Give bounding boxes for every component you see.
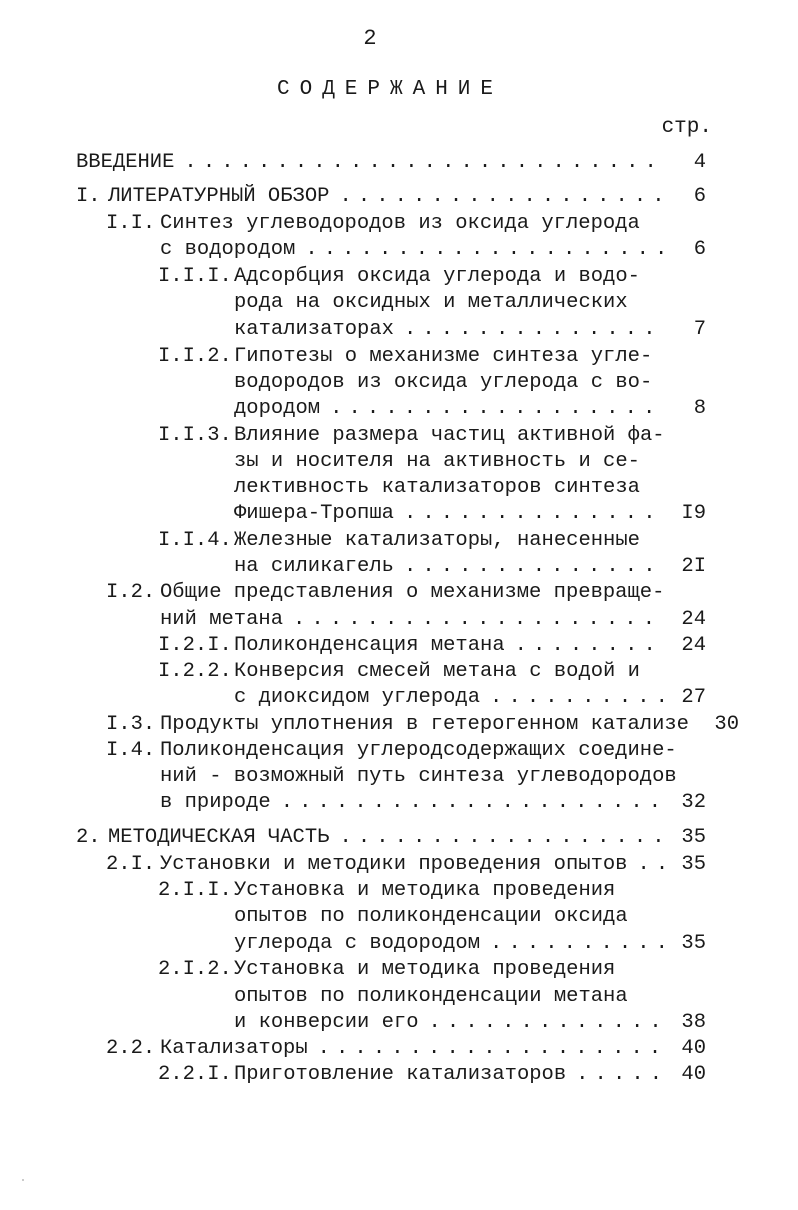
toc-page-number: 40: [681, 1063, 706, 1086]
toc-entry-continuation: [160, 238, 706, 262]
toc-entry-continuation: [234, 371, 706, 395]
toc-entry-title: ний - возможный путь синтеза углеводородов: [160, 765, 677, 788]
toc-entry: [158, 1063, 706, 1087]
toc-entry-title: Конверсия смесей метана с водой и: [234, 660, 640, 683]
toc-entry-number: I.3.: [106, 713, 156, 736]
toc-entry: [76, 826, 706, 850]
toc-page-number: 8: [693, 397, 706, 420]
toc-entry-continuation: [234, 686, 706, 710]
toc-entry-continuation: [234, 476, 706, 500]
toc-entry: [76, 185, 706, 209]
toc-entry-title: Гипотезы о механизме синтеза угле-: [234, 345, 653, 368]
toc-page-number: I9: [681, 502, 706, 525]
toc-entry-title: Адсорбция оксида углерода и водо-: [234, 265, 640, 288]
toc-entry-number: I.2.2.: [158, 660, 232, 683]
toc-entry: [106, 739, 706, 763]
toc-entry-title: Поликонденсация метана: [234, 634, 505, 657]
toc-page-number: 7: [693, 318, 706, 341]
dot-leader: [576, 1063, 666, 1087]
toc-entry-title: Влияние размера частиц активной фа-: [234, 424, 665, 447]
dot-leader: [490, 686, 666, 710]
toc-page-number: 24: [681, 634, 706, 657]
page-title: СОДЕРЖАНИЕ: [276, 78, 504, 101]
toc-page-number: 35: [681, 826, 706, 849]
toc-entry-title: Железные катализаторы, нанесенные: [234, 529, 640, 552]
toc-entry-continuation: [234, 985, 706, 1009]
toc-entry-number: I.I.3.: [158, 424, 232, 447]
toc-page-number: 24: [681, 608, 706, 631]
dot-leader: [637, 853, 666, 877]
toc-entry-title: и конверсии его: [234, 1011, 419, 1034]
page-number: 2: [363, 26, 377, 51]
toc-entry-continuation: [234, 450, 706, 474]
dot-leader: [490, 932, 666, 956]
toc-entry-title: Приготовление катализаторов: [234, 1063, 567, 1086]
toc-entry-number: I.2.I.: [158, 634, 232, 657]
dot-leader: [429, 1011, 666, 1035]
dot-leader: [281, 791, 666, 815]
dot-leader: [184, 151, 666, 175]
toc-entry-title: Катализаторы: [160, 1037, 308, 1060]
toc-entry-number: 2.I.: [106, 853, 156, 876]
toc-entry-title: ний метана: [160, 608, 284, 631]
dot-leader: [404, 318, 666, 342]
toc-entry-title: Общие представления о механизме превраще-: [160, 581, 665, 604]
toc-page-number: 4: [693, 151, 706, 174]
dot-leader: [318, 1037, 666, 1061]
toc-entry-continuation: [234, 555, 706, 579]
toc-entry-number: I.I.2.: [158, 345, 232, 368]
scan-speck: [22, 1179, 24, 1181]
toc-page-number: 38: [681, 1011, 706, 1034]
toc-entry-title: МЕТОДИЧЕСКАЯ ЧАСТЬ: [108, 826, 330, 849]
toc-entry-title: Установка и методика проведения: [234, 958, 616, 981]
toc-entry-title: Поликонденсация углеродсодержащих соедине-: [160, 739, 677, 762]
toc-entry-title: дородом: [234, 397, 321, 420]
toc-entry-title: Установки и методики проведения опытов: [160, 853, 628, 876]
toc-entry-number: I.I.4.: [158, 529, 232, 552]
toc-entry-title: опытов по поликонденсации оксида: [234, 905, 628, 928]
toc-entry-continuation: [234, 932, 706, 956]
toc-entry-title: Установка и методика проведения: [234, 879, 616, 902]
toc-entry-title: зы и носителя на активность и се-: [234, 450, 640, 473]
toc-entry-title: ЛИТЕРАТУРНЫЙ ОБЗОР: [108, 185, 330, 208]
toc-entry: [158, 660, 706, 684]
dot-leader: [330, 397, 666, 421]
toc-entry-continuation: [234, 318, 706, 342]
dot-leader: [305, 238, 666, 262]
toc-page-number: 2I: [681, 555, 706, 578]
toc-entry-title: рода на оксидных и металлических: [234, 291, 628, 314]
toc-page-number: 40: [681, 1037, 706, 1060]
toc-entry: [106, 212, 706, 236]
toc-page-number: 6: [693, 185, 706, 208]
toc-entry: [106, 853, 706, 877]
toc-entry: [106, 1037, 706, 1061]
toc-entry-title: с водородом: [160, 238, 296, 261]
toc-entry-continuation: [160, 791, 706, 815]
toc-page-number: 35: [681, 932, 706, 955]
dot-leader: [339, 826, 666, 850]
toc-entry-title: ВВЕДЕНИЕ: [76, 151, 175, 174]
toc-entry: [106, 581, 706, 605]
toc-entry-number: 2.I.2.: [158, 958, 232, 981]
dot-leader: [293, 608, 666, 632]
toc-entry-continuation: [234, 502, 706, 526]
dot-leader: [339, 185, 666, 209]
toc-entry-title: углерода с водородом: [234, 932, 481, 955]
toc-entry-title: водородов из оксида углерода с во-: [234, 371, 653, 394]
dot-leader: [515, 634, 666, 658]
toc-entry-continuation: [234, 291, 706, 315]
toc-entry-title: Фишера-Тропша: [234, 502, 394, 525]
dot-leader: [404, 555, 666, 579]
toc-entry-continuation: [160, 765, 706, 789]
toc-page-number: 32: [681, 791, 706, 814]
toc-page-number: 6: [693, 238, 706, 261]
toc-entry-continuation: [234, 397, 706, 421]
toc-entry: [158, 424, 706, 448]
toc-entry-number: I.2.: [106, 581, 156, 604]
toc-entry: [158, 529, 706, 553]
toc-entry: [158, 958, 706, 982]
toc-entry-title: на силикагель: [234, 555, 394, 578]
toc-entry-title: Продукты уплотнения в гетерогенном катализе: [160, 713, 689, 736]
toc-entry-continuation: [234, 1011, 706, 1035]
toc-entry: [106, 713, 739, 737]
toc-entry: [76, 151, 706, 175]
toc-entry: [158, 345, 706, 369]
toc-page-number: 30: [714, 713, 739, 736]
toc-page-number: 27: [681, 686, 706, 709]
toc-entry-number: 2.I.I.: [158, 879, 232, 902]
toc-entry-number: I.I.I.: [158, 265, 232, 288]
dot-leader: [404, 502, 666, 526]
toc-entry-number: 2.2.I.: [158, 1063, 232, 1086]
toc-entry-number: I.: [76, 185, 101, 208]
toc-entry: [158, 879, 706, 903]
toc-entry-continuation: [160, 608, 706, 632]
toc-entry-number: 2.: [76, 826, 101, 849]
toc-page-number: 35: [681, 853, 706, 876]
toc-entry-number: I.I.: [106, 212, 156, 235]
toc-entry-title: лективность катализаторов синтеза: [234, 476, 640, 499]
toc-entry-title: катализаторах: [234, 318, 394, 341]
toc-entry-title: опытов по поликонденсации метана: [234, 985, 628, 1008]
toc-entry-title: в природе: [160, 791, 271, 814]
toc-entry: [158, 265, 706, 289]
page-column-label: стр.: [661, 116, 712, 139]
toc-entry-title: Синтез углеводородов из оксида углерода: [160, 212, 640, 235]
toc-entry-number: 2.2.: [106, 1037, 156, 1060]
toc-entry-continuation: [234, 905, 706, 929]
toc-entry-title: с диоксидом углерода: [234, 686, 481, 709]
toc-entry-number: I.4.: [106, 739, 156, 762]
toc-entry: [158, 634, 706, 658]
